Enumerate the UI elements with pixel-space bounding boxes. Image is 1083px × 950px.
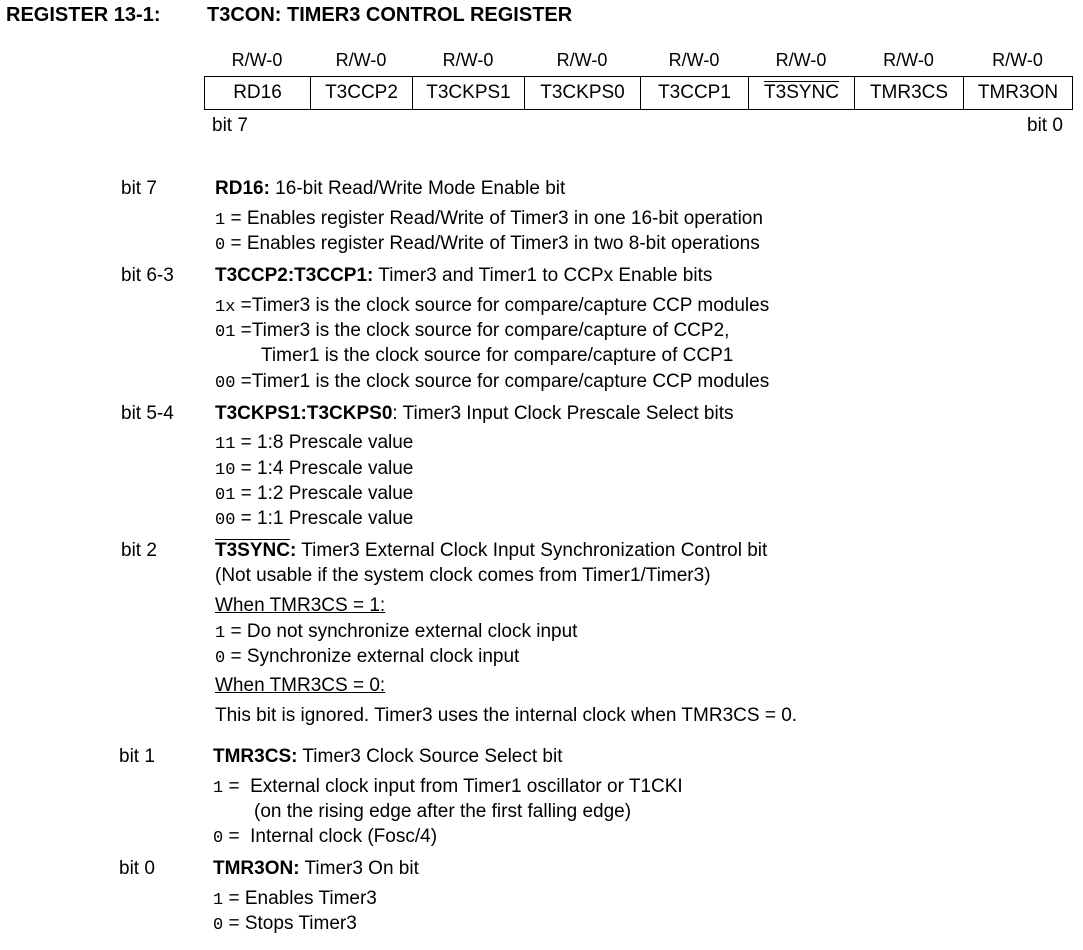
desc-tmr3on-title: TMR3ON: Timer3 On bit: [213, 858, 419, 879]
register-title: T3CON: TIMER3 CONTROL REGISTER: [207, 4, 573, 26]
desc-t3sync-cond0-text: This bit is ignored. Timer3 uses the internal clock when TMR3CS = 0.: [215, 705, 798, 726]
desc-t3ccp-opt-b-cont: Timer1 is the clock source for compare/capture of CCP1: [261, 345, 734, 366]
reg-bit-t3ccp1: T3CCP1: [641, 77, 749, 110]
bitnum-tmr3cs: bit 1: [119, 746, 155, 767]
access-bit2: R/W-0: [775, 50, 827, 70]
reg-bit-t3ckps1: T3CKPS1: [413, 77, 525, 110]
access-bit7: R/W-0: [231, 50, 283, 70]
reg-bit-t3sync: [749, 77, 855, 110]
register-label: REGISTER 13-1:: [6, 4, 161, 26]
bitnum-tmr3on: bit 0: [119, 858, 155, 879]
desc-t3sync-cond1: When TMR3CS = 1:: [215, 595, 386, 616]
access-bit4: R/W-0: [556, 50, 608, 70]
msb-label: bit 7: [212, 115, 248, 136]
desc-tmr3cs-title: TMR3CS: Timer3 Clock Source Select bit: [213, 746, 563, 767]
desc-tmr3cs-opt1-cont: (on the rising edge after the first falling edge): [254, 801, 632, 822]
reg-bit-t3ckps0: T3CKPS0: [525, 77, 641, 110]
desc-rd16-opt0: 0 = Enables register Read/Write of Timer3 in two 8-bit operations: [215, 233, 760, 255]
reg-bit-t3ccp2: T3CCP2: [311, 77, 413, 110]
desc-t3ccp-title: T3CCP2:T3CCP1: Timer3 and Timer1 to CCPx Enable bits: [215, 265, 713, 286]
register-bit-table: [204, 76, 1073, 110]
desc-tmr3cs-opt1: 1 = External clock input from Timer1 oscillator or T1CKI: [213, 776, 683, 798]
desc-t3sync-note: (Not usable if the system clock comes from Timer1/Timer3): [215, 565, 711, 586]
desc-tmr3on-opt0: 0 = Stops Timer3: [213, 913, 357, 935]
reg-bit-rd16: RD16: [205, 77, 311, 110]
access-bit6: R/W-0: [335, 50, 387, 70]
desc-t3ccp-opt-b: 01 =Timer3 is the clock source for compare/capture of CCP2,: [215, 320, 730, 342]
access-bit1: R/W-0: [883, 50, 934, 70]
desc-tmr3cs-opt0: 0 = Internal clock (Fosc/4): [213, 826, 438, 848]
desc-t3sync-title: T3SYNC: Timer3 External Clock Input Synchronization Control bit: [215, 540, 768, 561]
lsb-label: bit 0: [1027, 115, 1063, 136]
reg-bit-t3sync-label: T3SYNC: [764, 82, 839, 103]
desc-t3ckps-opt-d: 00 = 1:1 Prescale value: [215, 508, 414, 530]
desc-t3ccp-opt-c: 00 =Timer1 is the clock source for compare/capture CCP modules: [215, 371, 770, 393]
bitnum-t3sync: bit 2: [121, 540, 157, 561]
desc-t3sync-opt1: 1 = Do not synchronize external clock input: [215, 621, 578, 643]
desc-t3ckps-opt-a: 11 = 1:8 Prescale value: [215, 432, 414, 454]
desc-t3ckps-opt-b: 10 = 1:4 Prescale value: [215, 458, 414, 480]
desc-t3ckps-opt-c: 01 = 1:2 Prescale value: [215, 483, 414, 505]
desc-t3ccp-opt-a: 1x =Timer3 is the clock source for compare/capture CCP modules: [215, 295, 770, 317]
desc-t3sync-cond0: When TMR3CS = 0:: [215, 675, 386, 696]
desc-rd16-opt1: 1 = Enables register Read/Write of Timer3 in one 16-bit operation: [215, 208, 763, 230]
desc-t3sync-opt0: 0 = Synchronize external clock input: [215, 646, 520, 668]
reg-bit-tmr3on: TMR3ON: [964, 77, 1073, 110]
bitnum-t3ckps: bit 5-4: [121, 403, 174, 424]
desc-rd16-title: RD16: 16-bit Read/Write Mode Enable bit: [215, 178, 566, 199]
access-bit0: R/W-0: [992, 50, 1043, 70]
reg-bit-tmr3cs: TMR3CS: [855, 77, 964, 110]
desc-t3ckps-title: T3CKPS1:T3CKPS0: Timer3 Input Clock Prescale Select bits: [215, 403, 734, 424]
bitnum-t3ccp: bit 6-3: [121, 265, 174, 286]
access-bit5: R/W-0: [442, 50, 494, 70]
access-bit3: R/W-0: [668, 50, 720, 70]
desc-tmr3on-opt1: 1 = Enables Timer3: [213, 888, 377, 910]
bitnum-rd16: bit 7: [121, 178, 157, 199]
